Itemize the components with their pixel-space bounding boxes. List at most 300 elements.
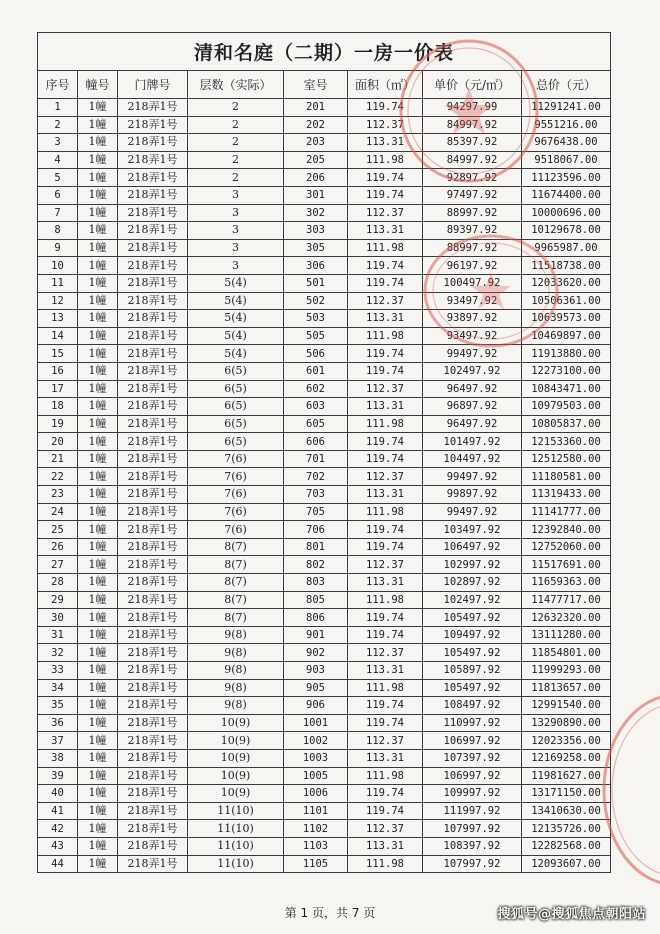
cell-building: 1幢 [78,521,118,539]
cell-address: 218弄1号 [118,837,188,855]
table-row [38,222,611,240]
cell-unit-price: 102497.92 [423,591,522,609]
cell-area: 113.31 [348,398,423,416]
cell-index: 33 [38,662,78,680]
cell-area: 113.31 [348,222,423,240]
cell-room: 603 [284,398,348,416]
cell-floor: 8(7) [188,574,284,592]
cell-index: 10 [38,257,78,275]
table-row [38,486,611,504]
cell-unit-price: 105497.92 [423,609,522,627]
cell-area: 111.98 [348,855,423,873]
table-row [38,99,611,117]
cell-index: 26 [38,538,78,556]
cell-address: 218弄1号 [118,380,188,398]
cell-total-price: 12282568.00 [522,837,611,855]
cell-unit-price: 105897.92 [423,662,522,680]
cell-unit-price: 106497.92 [423,538,522,556]
cell-floor: 10(9) [188,767,284,785]
cell-index: 7 [38,204,78,222]
cell-address: 218弄1号 [118,521,188,539]
cell-floor: 9(8) [188,679,284,697]
cell-unit-price: 107997.92 [423,820,522,838]
table-row [38,556,611,574]
cell-total-price: 11123596.00 [522,169,611,187]
cell-total-price: 12273100.00 [522,362,611,380]
cell-index: 12 [38,292,78,310]
cell-floor: 9(8) [188,697,284,715]
cell-total-price: 11659363.00 [522,574,611,592]
cell-room: 206 [284,169,348,187]
header-row [38,71,611,99]
cell-building: 1幢 [78,679,118,697]
cell-floor: 7(6) [188,450,284,468]
cell-total-price: 12752060.00 [522,538,611,556]
cell-floor: 5(4) [188,292,284,310]
cell-index: 32 [38,644,78,662]
cell-floor: 7(6) [188,486,284,504]
source-watermark: 搜狐号@搜狐焦点朝阳站 [497,907,646,922]
cell-unit-price: 108497.92 [423,697,522,715]
cell-address: 218弄1号 [118,644,188,662]
cell-address: 218弄1号 [118,222,188,240]
cell-total-price: 12093607.00 [522,855,611,873]
cell-area: 112.37 [348,644,423,662]
cell-address: 218弄1号 [118,468,188,486]
table-row [38,380,611,398]
cell-total-price: 11518738.00 [522,257,611,275]
cell-total-price: 11913880.00 [522,345,611,363]
cell-address: 218弄1号 [118,767,188,785]
cell-building: 1幢 [78,204,118,222]
table-row [38,679,611,697]
cell-unit-price: 97497.92 [423,186,522,204]
cell-floor: 2 [188,134,284,152]
cell-building: 1幢 [78,274,118,292]
cell-building: 1幢 [78,415,118,433]
cell-address: 218弄1号 [118,802,188,820]
cell-floor: 3 [188,239,284,257]
cell-room: 601 [284,362,348,380]
cell-total-price: 11813657.00 [522,679,611,697]
cell-index: 44 [38,855,78,873]
cell-area: 119.74 [348,609,423,627]
cell-floor: 5(4) [188,310,284,328]
table-row [38,644,611,662]
cell-building: 1幢 [78,116,118,134]
cell-area: 113.31 [348,837,423,855]
cell-room: 701 [284,450,348,468]
cell-building: 1幢 [78,134,118,152]
cell-total-price: 12392840.00 [522,521,611,539]
cell-total-price: 11854801.00 [522,644,611,662]
header-index: 序号 [38,71,78,99]
cell-address: 218弄1号 [118,697,188,715]
cell-total-price: 11517691.00 [522,556,611,574]
cell-total-price: 11141777.00 [522,503,611,521]
price-table [37,32,611,873]
cell-unit-price: 109997.92 [423,785,522,803]
table-row [38,292,611,310]
table-row [38,134,611,152]
cell-unit-price: 92897.92 [423,169,522,187]
table-row [38,574,611,592]
cell-unit-price: 99497.92 [423,468,522,486]
table-row [38,802,611,820]
cell-building: 1幢 [78,609,118,627]
cell-address: 218弄1号 [118,292,188,310]
cell-room: 806 [284,609,348,627]
cell-address: 218弄1号 [118,855,188,873]
cell-address: 218弄1号 [118,345,188,363]
cell-unit-price: 96197.92 [423,257,522,275]
cell-index: 37 [38,732,78,750]
cell-address: 218弄1号 [118,662,188,680]
cell-unit-price: 101497.92 [423,433,522,451]
cell-building: 1幢 [78,310,118,328]
cell-unit-price: 106997.92 [423,767,522,785]
cell-address: 218弄1号 [118,239,188,257]
cell-address: 218弄1号 [118,398,188,416]
cell-room: 505 [284,327,348,345]
cell-area: 119.74 [348,538,423,556]
cell-unit-price: 102497.92 [423,362,522,380]
cell-room: 1101 [284,802,348,820]
cell-area: 111.98 [348,239,423,257]
cell-total-price: 12512580.00 [522,450,611,468]
cell-total-price: 10805837.00 [522,415,611,433]
table-row [38,697,611,715]
cell-total-price: 11999293.00 [522,662,611,680]
cell-address: 218弄1号 [118,486,188,504]
table-row [38,257,611,275]
cell-address: 218弄1号 [118,556,188,574]
cell-room: 305 [284,239,348,257]
cell-area: 111.98 [348,151,423,169]
cell-room: 905 [284,679,348,697]
cell-room: 1105 [284,855,348,873]
cell-area: 111.98 [348,679,423,697]
cell-unit-price: 94297.99 [423,99,522,117]
header-building: 幢号 [78,71,118,99]
cell-room: 202 [284,116,348,134]
cell-address: 218弄1号 [118,626,188,644]
cell-area: 112.37 [348,732,423,750]
cell-floor: 6(5) [188,398,284,416]
table-row [38,398,611,416]
cell-room: 703 [284,486,348,504]
cell-building: 1幢 [78,362,118,380]
cell-area: 112.37 [348,556,423,574]
cell-total-price: 10979503.00 [522,398,611,416]
cell-index: 3 [38,134,78,152]
cell-building: 1幢 [78,714,118,732]
cell-floor: 9(8) [188,644,284,662]
cell-floor: 3 [188,257,284,275]
cell-floor: 10(9) [188,732,284,750]
table-row [38,662,611,680]
cell-total-price: 12169258.00 [522,749,611,767]
cell-floor: 5(4) [188,274,284,292]
cell-room: 1005 [284,767,348,785]
cell-area: 112.37 [348,820,423,838]
cell-index: 16 [38,362,78,380]
cell-total-price: 10639573.00 [522,310,611,328]
cell-index: 2 [38,116,78,134]
cell-unit-price: 88997.92 [423,204,522,222]
cell-unit-price: 109497.92 [423,626,522,644]
cell-unit-price: 85397.92 [423,134,522,152]
cell-index: 42 [38,820,78,838]
table-row [38,415,611,433]
cell-room: 303 [284,222,348,240]
cell-area: 112.37 [348,468,423,486]
cell-total-price: 9518067.00 [522,151,611,169]
cell-total-price: 12153360.00 [522,433,611,451]
cell-unit-price: 93897.92 [423,310,522,328]
cell-total-price: 10129678.00 [522,222,611,240]
cell-building: 1幢 [78,99,118,117]
cell-room: 501 [284,274,348,292]
cell-building: 1幢 [78,644,118,662]
cell-total-price: 13410630.00 [522,802,611,820]
cell-area: 119.74 [348,257,423,275]
cell-address: 218弄1号 [118,574,188,592]
cell-building: 1幢 [78,767,118,785]
cell-index: 8 [38,222,78,240]
cell-address: 218弄1号 [118,820,188,838]
cell-address: 218弄1号 [118,609,188,627]
cell-index: 21 [38,450,78,468]
cell-address: 218弄1号 [118,116,188,134]
cell-index: 36 [38,714,78,732]
cell-index: 13 [38,310,78,328]
header-floor: 层数（实际） [188,71,284,99]
cell-address: 218弄1号 [118,591,188,609]
cell-area: 113.31 [348,574,423,592]
cell-index: 38 [38,749,78,767]
cell-total-price: 13290890.00 [522,714,611,732]
cell-floor: 10(9) [188,714,284,732]
cell-room: 902 [284,644,348,662]
cell-address: 218弄1号 [118,714,188,732]
cell-index: 41 [38,802,78,820]
cell-unit-price: 108397.92 [423,837,522,855]
cell-total-price: 11319433.00 [522,486,611,504]
cell-address: 218弄1号 [118,785,188,803]
cell-room: 903 [284,662,348,680]
table-row [38,204,611,222]
cell-room: 503 [284,310,348,328]
table-row [38,626,611,644]
cell-room: 201 [284,99,348,117]
cell-area: 119.74 [348,186,423,204]
cell-building: 1幢 [78,486,118,504]
cell-address: 218弄1号 [118,204,188,222]
cell-room: 1102 [284,820,348,838]
cell-total-price: 13171150.00 [522,785,611,803]
cell-index: 24 [38,503,78,521]
cell-address: 218弄1号 [118,151,188,169]
cell-room: 605 [284,415,348,433]
cell-index: 5 [38,169,78,187]
cell-floor: 3 [188,222,284,240]
cell-floor: 11(10) [188,820,284,838]
cell-floor: 2 [188,151,284,169]
table-row [38,820,611,838]
cell-area: 119.74 [348,433,423,451]
cell-area: 119.74 [348,362,423,380]
cell-floor: 5(4) [188,327,284,345]
cell-room: 302 [284,204,348,222]
cell-index: 15 [38,345,78,363]
table-row [38,837,611,855]
header-total-price: 总价（元） [522,71,611,99]
cell-floor: 3 [188,204,284,222]
cell-floor: 9(8) [188,662,284,680]
cell-building: 1幢 [78,837,118,855]
cell-floor: 9(8) [188,626,284,644]
cell-floor: 5(4) [188,345,284,363]
cell-unit-price: 89397.92 [423,222,522,240]
cell-building: 1幢 [78,697,118,715]
cell-building: 1幢 [78,257,118,275]
page-footer: 第 1 页，共 7 页 [284,906,376,920]
cell-area: 111.98 [348,503,423,521]
cell-room: 606 [284,433,348,451]
table-row [38,591,611,609]
cell-address: 218弄1号 [118,749,188,767]
cell-index: 18 [38,398,78,416]
cell-building: 1幢 [78,169,118,187]
cell-unit-price: 93497.92 [423,327,522,345]
cell-room: 801 [284,538,348,556]
cell-building: 1幢 [78,327,118,345]
cell-room: 901 [284,626,348,644]
cell-unit-price: 99497.92 [423,503,522,521]
cell-building: 1幢 [78,468,118,486]
cell-address: 218弄1号 [118,679,188,697]
cell-address: 218弄1号 [118,362,188,380]
cell-address: 218弄1号 [118,310,188,328]
cell-unit-price: 88997.92 [423,239,522,257]
cell-floor: 8(7) [188,538,284,556]
cell-area: 111.98 [348,415,423,433]
table-row [38,749,611,767]
cell-building: 1幢 [78,380,118,398]
cell-floor: 6(5) [188,362,284,380]
table-row [38,327,611,345]
cell-room: 203 [284,134,348,152]
cell-building: 1幢 [78,732,118,750]
cell-index: 19 [38,415,78,433]
cell-total-price: 9676438.00 [522,134,611,152]
cell-unit-price: 93497.92 [423,292,522,310]
cell-floor: 11(10) [188,855,284,873]
cell-area: 119.74 [348,99,423,117]
cell-room: 705 [284,503,348,521]
cell-floor: 6(5) [188,433,284,451]
cell-index: 17 [38,380,78,398]
table-row [38,239,611,257]
cell-unit-price: 96897.92 [423,398,522,416]
table-title: 清和名庭（二期）一房一价表 [38,33,611,71]
header-area: 面积（㎡） [348,71,423,99]
cell-address: 218弄1号 [118,99,188,117]
cell-room: 306 [284,257,348,275]
cell-area: 112.37 [348,116,423,134]
header-address: 门牌号 [118,71,188,99]
cell-address: 218弄1号 [118,257,188,275]
cell-unit-price: 102897.92 [423,574,522,592]
cell-total-price: 13111280.00 [522,626,611,644]
cell-room: 1103 [284,837,348,855]
cell-index: 39 [38,767,78,785]
cell-address: 218弄1号 [118,134,188,152]
cell-room: 1006 [284,785,348,803]
cell-total-price: 11180581.00 [522,468,611,486]
table-row [38,450,611,468]
cell-address: 218弄1号 [118,169,188,187]
cell-floor: 10(9) [188,785,284,803]
table-row [38,767,611,785]
cell-room: 802 [284,556,348,574]
cell-index: 35 [38,697,78,715]
table-row [38,310,611,328]
cell-floor: 8(7) [188,609,284,627]
cell-index: 14 [38,327,78,345]
cell-unit-price: 103497.92 [423,521,522,539]
cell-room: 602 [284,380,348,398]
cell-index: 43 [38,837,78,855]
cell-address: 218弄1号 [118,415,188,433]
cell-area: 119.74 [348,626,423,644]
cell-building: 1幢 [78,802,118,820]
cell-index: 22 [38,468,78,486]
cell-building: 1幢 [78,574,118,592]
cell-building: 1幢 [78,345,118,363]
cell-room: 702 [284,468,348,486]
table-row [38,714,611,732]
cell-total-price: 12033620.00 [522,274,611,292]
cell-unit-price: 96497.92 [423,415,522,433]
cell-building: 1幢 [78,503,118,521]
header-unit-price: 单价（元/㎡） [423,71,522,99]
cell-building: 1幢 [78,626,118,644]
cell-index: 23 [38,486,78,504]
cell-room: 502 [284,292,348,310]
cell-area: 113.31 [348,749,423,767]
cell-building: 1幢 [78,820,118,838]
cell-area: 119.74 [348,521,423,539]
cell-building: 1幢 [78,556,118,574]
table-row [38,116,611,134]
cell-area: 113.31 [348,662,423,680]
cell-floor: 3 [188,186,284,204]
cell-building: 1幢 [78,433,118,451]
cell-index: 4 [38,151,78,169]
table-row [38,274,611,292]
cell-total-price: 9965987.00 [522,239,611,257]
cell-address: 218弄1号 [118,186,188,204]
cell-room: 1002 [284,732,348,750]
cell-address: 218弄1号 [118,732,188,750]
table-row [38,785,611,803]
cell-index: 27 [38,556,78,574]
cell-area: 113.31 [348,134,423,152]
cell-total-price: 11477717.00 [522,591,611,609]
cell-floor: 2 [188,99,284,117]
